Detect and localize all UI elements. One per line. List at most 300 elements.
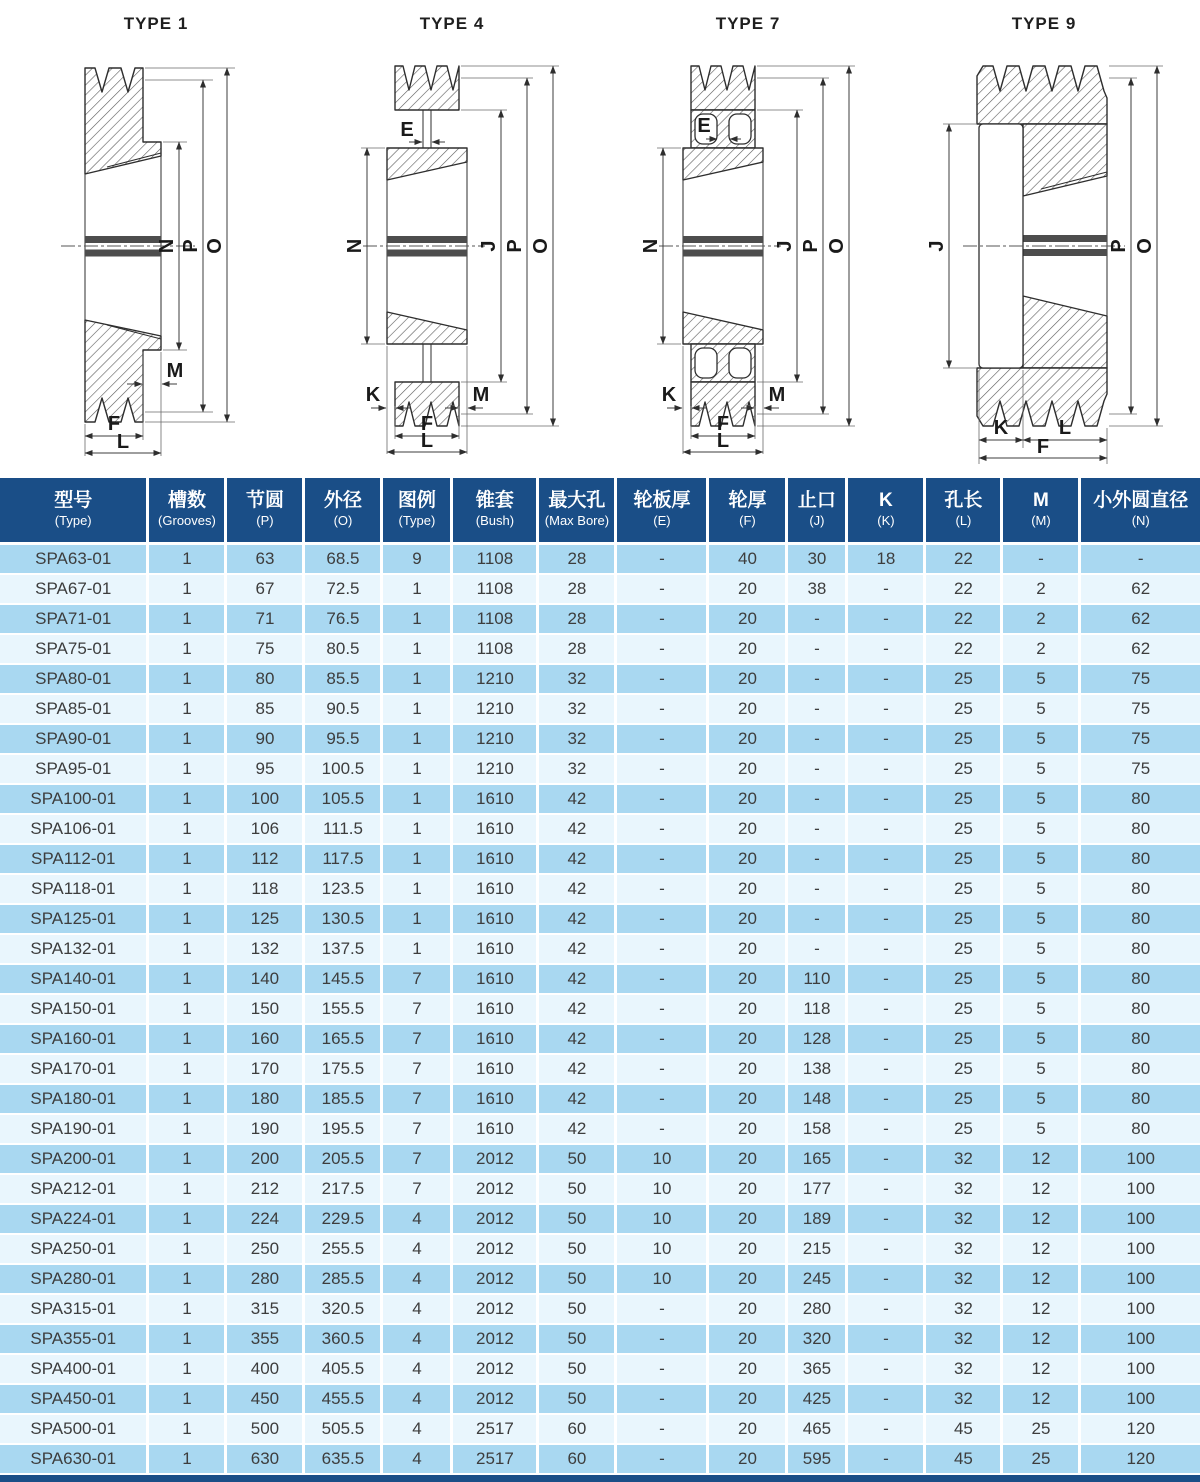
value-cell: 60 (538, 1444, 616, 1474)
model-cell: SPA75-01 (0, 634, 148, 664)
value-cell: - (616, 724, 708, 754)
value-cell: 20 (708, 1174, 787, 1204)
drawing-title-type-1: TYPE 1 (123, 14, 189, 33)
panel-type-4 (304, 14, 600, 478)
value-cell: 20 (708, 1294, 787, 1324)
type-1-drawing (11, 36, 301, 468)
value-cell: 4 (382, 1414, 452, 1444)
value-cell: 1210 (452, 664, 538, 694)
value-cell: 80 (1080, 1114, 1200, 1144)
value-cell: 1 (148, 694, 226, 724)
table-row (0, 814, 1200, 844)
value-cell: 62 (1080, 604, 1200, 634)
value-cell: 60 (538, 1414, 616, 1444)
value-cell: 25 (925, 1084, 1002, 1114)
type-4-drawing (307, 36, 597, 468)
value-cell: 20 (708, 844, 787, 874)
value-cell: 32 (925, 1324, 1002, 1354)
value-cell: - (847, 604, 925, 634)
value-cell: - (847, 964, 925, 994)
table-row (0, 1384, 1200, 1414)
value-cell: 32 (538, 724, 616, 754)
value-cell: 285.5 (304, 1264, 382, 1294)
value-cell: 100 (1080, 1204, 1200, 1234)
value-cell: 20 (708, 604, 787, 634)
value-cell: 50 (538, 1294, 616, 1324)
value-cell: 80 (1080, 874, 1200, 904)
value-cell: 80 (1080, 784, 1200, 814)
dim-label-m: M (166, 360, 184, 382)
model-cell: SPA315-01 (0, 1294, 148, 1324)
value-cell: 25 (925, 1054, 1002, 1084)
value-cell: - (616, 754, 708, 784)
value-cell: 32 (925, 1354, 1002, 1384)
value-cell: 80 (1080, 994, 1200, 1024)
value-cell: 7 (382, 964, 452, 994)
value-cell: 4 (382, 1354, 452, 1384)
value-cell: 32 (925, 1204, 1002, 1234)
value-cell: 2012 (452, 1204, 538, 1234)
model-cell: SPA200-01 (0, 1144, 148, 1174)
web-window (695, 348, 717, 378)
value-cell: 10 (616, 1204, 708, 1234)
value-cell: 7 (382, 1114, 452, 1144)
value-cell: - (616, 934, 708, 964)
col-header-outer-dia: 外径 (O) (304, 478, 382, 543)
value-cell: 150 (226, 994, 304, 1024)
col-header-small-outer-dia: 小外圆直径 (N) (1080, 478, 1200, 543)
col-header-m: M (M) (1002, 478, 1080, 543)
value-cell: 22 (925, 604, 1002, 634)
value-cell: 25 (925, 844, 1002, 874)
value-cell: 20 (708, 754, 787, 784)
hub-bottom-section (683, 312, 763, 344)
value-cell: 255.5 (304, 1234, 382, 1264)
value-cell: 32 (925, 1234, 1002, 1264)
value-cell: 4 (382, 1264, 452, 1294)
col-header-model: 型号 (Type) (0, 478, 148, 543)
value-cell: 224 (226, 1204, 304, 1234)
value-cell: 175.5 (304, 1054, 382, 1084)
model-cell: SPA630-01 (0, 1444, 148, 1474)
value-cell: 1108 (452, 604, 538, 634)
value-cell: - (616, 784, 708, 814)
bottom-bar (0, 1475, 1200, 1482)
value-cell: 1 (148, 724, 226, 754)
bore-band (85, 250, 161, 257)
value-cell: 20 (708, 784, 787, 814)
dim-label-e: E (697, 115, 711, 137)
value-cell: 5 (1002, 1084, 1080, 1114)
value-cell: 100 (1080, 1264, 1200, 1294)
table-row (0, 664, 1200, 694)
value-cell: 5 (1002, 904, 1080, 934)
table-row (0, 1084, 1200, 1114)
panel-type-7 (600, 14, 896, 478)
value-cell: 1 (382, 634, 452, 664)
value-cell: 2012 (452, 1384, 538, 1414)
type-7-drawing (603, 36, 893, 468)
dim-label-l: L (420, 430, 434, 452)
value-cell: - (787, 814, 847, 844)
value-cell: 217.5 (304, 1174, 382, 1204)
table-row (0, 994, 1200, 1024)
value-cell: 4 (382, 1294, 452, 1324)
value-cell: 12 (1002, 1294, 1080, 1324)
value-cell: 112 (226, 844, 304, 874)
value-cell: 10 (616, 1264, 708, 1294)
dim-label-p: P (1108, 239, 1130, 253)
model-cell: SPA224-01 (0, 1204, 148, 1234)
value-cell: 1 (148, 1144, 226, 1174)
panel-type-1 (8, 14, 304, 478)
value-cell: 1 (148, 1054, 226, 1084)
value-cell: - (847, 574, 925, 604)
value-cell: 80 (1080, 964, 1200, 994)
value-cell: 1210 (452, 694, 538, 724)
value-cell: 80 (1080, 1084, 1200, 1114)
value-cell: - (616, 1324, 708, 1354)
value-cell: 20 (708, 634, 787, 664)
value-cell: 32 (925, 1264, 1002, 1294)
value-cell: 1 (148, 1024, 226, 1054)
value-cell: 1610 (452, 784, 538, 814)
bore-band (683, 236, 763, 243)
value-cell: 1 (382, 604, 452, 634)
table-row (0, 724, 1200, 754)
value-cell: 138 (787, 1054, 847, 1084)
value-cell: 50 (538, 1354, 616, 1384)
col-header-max-bore: 最大孔 (Max Bore) (538, 478, 616, 543)
web-bottom-section (1023, 296, 1107, 368)
value-cell: 635.5 (304, 1444, 382, 1474)
value-cell: - (847, 754, 925, 784)
model-cell: SPA160-01 (0, 1024, 148, 1054)
value-cell: 1 (382, 874, 452, 904)
model-cell: SPA67-01 (0, 574, 148, 604)
value-cell: 42 (538, 844, 616, 874)
value-cell: 67 (226, 574, 304, 604)
table-row (0, 694, 1200, 724)
value-cell: 50 (538, 1204, 616, 1234)
value-cell: - (847, 904, 925, 934)
value-cell: 160 (226, 1024, 304, 1054)
value-cell: 20 (708, 1024, 787, 1054)
value-cell: 20 (708, 1054, 787, 1084)
value-cell: 1 (148, 1414, 226, 1444)
value-cell: 62 (1080, 574, 1200, 604)
col-header-legend-type: 图例 (Type) (382, 478, 452, 543)
value-cell: 360.5 (304, 1324, 382, 1354)
value-cell: 1 (148, 874, 226, 904)
value-cell: 1 (148, 1444, 226, 1474)
value-cell: 1 (382, 724, 452, 754)
value-cell: 195.5 (304, 1114, 382, 1144)
value-cell: 1 (382, 904, 452, 934)
value-cell: 22 (925, 574, 1002, 604)
value-cell: 158 (787, 1114, 847, 1144)
value-cell: 28 (538, 574, 616, 604)
value-cell: 170 (226, 1054, 304, 1084)
model-cell: SPA90-01 (0, 724, 148, 754)
value-cell: 42 (538, 1054, 616, 1084)
value-cell: - (847, 1324, 925, 1354)
value-cell: 1610 (452, 1024, 538, 1054)
value-cell: 7 (382, 1024, 452, 1054)
value-cell: - (847, 1414, 925, 1444)
value-cell: 1 (382, 784, 452, 814)
value-cell: 80 (1080, 1054, 1200, 1084)
value-cell: 365 (787, 1354, 847, 1384)
model-cell: SPA180-01 (0, 1084, 148, 1114)
value-cell: 12 (1002, 1234, 1080, 1264)
drawing-title-type-7: TYPE 7 (715, 14, 781, 33)
value-cell: 50 (538, 1144, 616, 1174)
value-cell: 12 (1002, 1174, 1080, 1204)
value-cell: 32 (925, 1144, 1002, 1174)
value-cell: - (847, 1384, 925, 1414)
value-cell: 106 (226, 814, 304, 844)
value-cell: 7 (382, 1084, 452, 1114)
value-cell: 22 (925, 634, 1002, 664)
value-cell: 5 (1002, 754, 1080, 784)
value-cell: 75 (1080, 724, 1200, 754)
value-cell: 42 (538, 1114, 616, 1144)
value-cell: 10 (616, 1234, 708, 1264)
bore-band (85, 236, 161, 243)
value-cell: 100 (226, 784, 304, 814)
value-cell: - (616, 1414, 708, 1444)
table-row (0, 1114, 1200, 1144)
value-cell: 2517 (452, 1414, 538, 1444)
value-cell: 5 (1002, 694, 1080, 724)
value-cell: 1 (148, 844, 226, 874)
value-cell: 80 (1080, 904, 1200, 934)
value-cell: 20 (708, 1354, 787, 1384)
model-cell: SPA71-01 (0, 604, 148, 634)
value-cell: - (616, 1084, 708, 1114)
value-cell: 4 (382, 1204, 452, 1234)
value-cell: - (847, 724, 925, 754)
value-cell: 425 (787, 1384, 847, 1414)
web-window (729, 348, 751, 378)
dim-label-p: P (800, 239, 822, 253)
value-cell: 100 (1080, 1294, 1200, 1324)
value-cell: 25 (925, 964, 1002, 994)
bore-band (1023, 235, 1107, 242)
table-row (0, 634, 1200, 664)
value-cell: - (847, 1264, 925, 1294)
value-cell: 212 (226, 1174, 304, 1204)
value-cell: - (1002, 543, 1080, 574)
spec-table-header (0, 478, 1200, 543)
value-cell: 2012 (452, 1144, 538, 1174)
value-cell: - (787, 904, 847, 934)
value-cell: 130.5 (304, 904, 382, 934)
value-cell: 50 (538, 1174, 616, 1204)
value-cell: 1610 (452, 1084, 538, 1114)
value-cell: - (787, 604, 847, 634)
value-cell: 5 (1002, 814, 1080, 844)
value-cell: 100 (1080, 1384, 1200, 1414)
value-cell: 100 (1080, 1324, 1200, 1354)
value-cell: 118 (226, 874, 304, 904)
value-cell: 177 (787, 1174, 847, 1204)
value-cell: 2012 (452, 1324, 538, 1354)
value-cell: - (847, 874, 925, 904)
value-cell: 320.5 (304, 1294, 382, 1324)
value-cell: 25 (925, 1114, 1002, 1144)
value-cell: 100 (1080, 1144, 1200, 1174)
col-header-grooves: 槽数 (Grooves) (148, 478, 226, 543)
value-cell: - (787, 754, 847, 784)
dim-label-n: N (640, 238, 662, 254)
table-row (0, 934, 1200, 964)
drawing-title-type-9: TYPE 9 (1011, 14, 1077, 33)
value-cell: 42 (538, 1084, 616, 1114)
value-cell: 50 (538, 1234, 616, 1264)
value-cell: 465 (787, 1414, 847, 1444)
value-cell: 25 (925, 664, 1002, 694)
spec-table-body (0, 543, 1200, 1474)
value-cell: 12 (1002, 1384, 1080, 1414)
value-cell: - (787, 934, 847, 964)
value-cell: 75 (226, 634, 304, 664)
value-cell: 2 (1002, 604, 1080, 634)
value-cell: 7 (382, 994, 452, 1024)
value-cell: 5 (1002, 724, 1080, 754)
value-cell: 7 (382, 1054, 452, 1084)
value-cell: 32 (925, 1174, 1002, 1204)
value-cell: 155.5 (304, 994, 382, 1024)
value-cell: 22 (925, 543, 1002, 574)
value-cell: - (847, 1144, 925, 1174)
value-cell: 100 (1080, 1234, 1200, 1264)
value-cell: 20 (708, 664, 787, 694)
value-cell: 1 (148, 784, 226, 814)
model-cell: SPA63-01 (0, 543, 148, 574)
table-row (0, 754, 1200, 784)
value-cell: - (616, 814, 708, 844)
value-cell: 42 (538, 964, 616, 994)
value-cell: 18 (847, 543, 925, 574)
value-cell: 95.5 (304, 724, 382, 754)
model-cell: SPA400-01 (0, 1354, 148, 1384)
value-cell: 205.5 (304, 1144, 382, 1174)
type-9-drawing (899, 36, 1189, 468)
value-cell: 95 (226, 754, 304, 784)
bore-band (387, 250, 467, 257)
value-cell: 180 (226, 1084, 304, 1114)
table-row (0, 1264, 1200, 1294)
value-cell: 20 (708, 1324, 787, 1354)
model-cell: SPA212-01 (0, 1174, 148, 1204)
value-cell: - (847, 1054, 925, 1084)
type-7-geometry (640, 66, 855, 454)
table-row (0, 1354, 1200, 1384)
value-cell: - (847, 694, 925, 724)
value-cell: 100 (1080, 1354, 1200, 1384)
model-cell: SPA140-01 (0, 964, 148, 994)
value-cell: 20 (708, 874, 787, 904)
table-row (0, 543, 1200, 574)
value-cell: - (847, 1444, 925, 1474)
bore-band (1023, 249, 1107, 256)
value-cell: 1 (148, 1204, 226, 1234)
model-cell: SPA132-01 (0, 934, 148, 964)
value-cell: 1 (148, 994, 226, 1024)
value-cell: 25 (925, 694, 1002, 724)
value-cell: - (616, 664, 708, 694)
value-cell: 5 (1002, 1054, 1080, 1084)
value-cell: - (847, 1294, 925, 1324)
value-cell: 5 (1002, 994, 1080, 1024)
value-cell: 20 (708, 1204, 787, 1234)
value-cell: 1 (382, 844, 452, 874)
table-row (0, 1294, 1200, 1324)
value-cell: 20 (708, 1114, 787, 1144)
value-cell: 32 (538, 694, 616, 724)
value-cell: 40 (708, 543, 787, 574)
value-cell: 12 (1002, 1264, 1080, 1294)
value-cell: 500 (226, 1414, 304, 1444)
value-cell: - (1080, 543, 1200, 574)
value-cell: - (616, 1294, 708, 1324)
value-cell: - (847, 1084, 925, 1114)
col-header-web-thickness: 轮板厚 (E) (616, 478, 708, 543)
value-cell: - (847, 664, 925, 694)
value-cell: 42 (538, 904, 616, 934)
value-cell: 2517 (452, 1444, 538, 1474)
value-cell: 42 (538, 1024, 616, 1054)
value-cell: 125 (226, 904, 304, 934)
value-cell: 250 (226, 1234, 304, 1264)
value-cell: 5 (1002, 784, 1080, 814)
value-cell: 12 (1002, 1354, 1080, 1384)
value-cell: - (787, 844, 847, 874)
value-cell: 400 (226, 1354, 304, 1384)
value-cell: 2 (1002, 574, 1080, 604)
dim-label-o: O (530, 238, 552, 254)
dim-label-p: P (180, 239, 202, 253)
value-cell: 25 (925, 754, 1002, 784)
value-cell: 4 (382, 1234, 452, 1264)
value-cell: 315 (226, 1294, 304, 1324)
value-cell: 28 (538, 543, 616, 574)
dim-label-p: P (504, 239, 526, 253)
value-cell: 42 (538, 874, 616, 904)
drawing-title-type-4: TYPE 4 (419, 14, 485, 33)
value-cell: 25 (925, 1024, 1002, 1054)
col-header-spigot: 止口 (J) (787, 478, 847, 543)
model-cell: SPA250-01 (0, 1234, 148, 1264)
model-cell: SPA100-01 (0, 784, 148, 814)
model-cell: SPA106-01 (0, 814, 148, 844)
dim-label-l: L (116, 431, 130, 453)
value-cell: 140 (226, 964, 304, 994)
value-cell: 80.5 (304, 634, 382, 664)
value-cell: 50 (538, 1384, 616, 1414)
model-cell: SPA450-01 (0, 1384, 148, 1414)
value-cell: 2012 (452, 1174, 538, 1204)
value-cell: 45 (925, 1414, 1002, 1444)
dim-label-f: F (716, 413, 730, 435)
value-cell: 28 (538, 634, 616, 664)
value-cell: 630 (226, 1444, 304, 1474)
value-cell: 4 (382, 1324, 452, 1354)
hub-top-section (683, 148, 763, 180)
value-cell: 1 (148, 664, 226, 694)
